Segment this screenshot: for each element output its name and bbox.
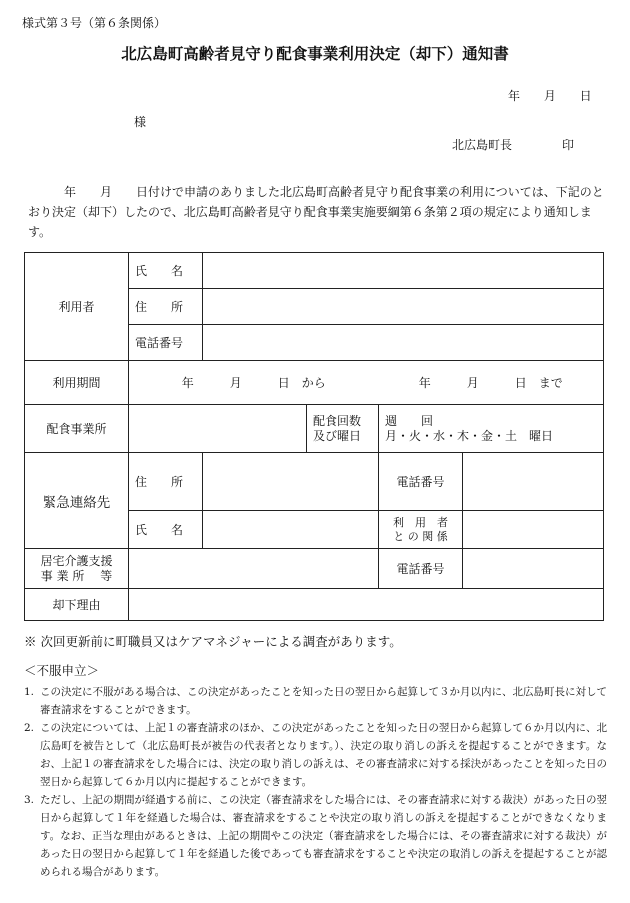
- user-address-field[interactable]: [203, 289, 604, 325]
- care-office-label: [25, 549, 129, 589]
- objection-item: [24, 719, 607, 791]
- em-name-field[interactable]: [203, 511, 379, 549]
- objection-text: ただし、上記の期間が経過する前に、この決定（審査請求をした場合には、その審査請求に対する裁決）があった日の翌日から起算して１年を経過した場合は、審査請求をすることや決定の取り消しの訴えを提起することができなくなります。なお、正当な理由があるときは、上記の期間やこの決定（審査請求をした場合には、その審査請求に対する裁決）があった日の翌日から起算して１年を経過した後であっても審査請求をすることや決定の取消しの訴えを提起することが認められる場合があります。: [40, 794, 607, 878]
- em-phone-field[interactable]: [463, 453, 604, 511]
- addressee-suffix: 様: [134, 115, 147, 129]
- mayor-title: 北広島町長: [452, 138, 513, 152]
- meal-count-label-1: 配食回数: [313, 413, 362, 428]
- form-number: 様式第３号（第６条関係）: [22, 16, 167, 30]
- survey-note: ※ 次回更新前に町職員又はケアマネジャーによる調査があります。: [24, 634, 402, 649]
- em-name-label: 氏 名: [129, 511, 203, 549]
- relation-label-1: 利 用 者: [393, 515, 448, 529]
- objection-number: 2.: [24, 722, 35, 734]
- user-header: 利用者: [25, 253, 129, 361]
- meal-count-label: [307, 405, 379, 453]
- issue-date-line: 年 月 日: [508, 89, 592, 103]
- care-phone-field[interactable]: [463, 549, 604, 589]
- objection-item: [24, 683, 607, 719]
- reject-reason-field[interactable]: [129, 589, 604, 621]
- objection-text: この決定については、上記１の審査請求のほか、この決定があったことを知った日の翌日から起算して６か月以内に、北広島町を被告として（北広島町長が被告の代表者となります。）、決定の取り消しの訴えを提起することができます。なお、上記１の審査請求をした場合には、決定の取り消しの訴えは、その審査請求に対する採決があったことを知った日の翌日から起算して６か月以内に提起することができます。: [40, 722, 607, 788]
- objection-number: 1.: [24, 686, 35, 698]
- user-name-label: 氏 名: [129, 253, 203, 289]
- objection-heading: ＜不服申立＞: [24, 663, 100, 678]
- period-from[interactable]: 年 月 日 から: [129, 361, 379, 405]
- relation-label-2: と の 関 係: [393, 529, 448, 543]
- intro-paragraph: [28, 182, 608, 242]
- relation-field[interactable]: [463, 511, 604, 549]
- weekdays-list: 月・火・水・木・金・土 曜日: [385, 428, 554, 443]
- document-title: 北広島町高齢者見守り配食事業利用決定（却下）通知書: [121, 44, 509, 63]
- em-address-label: 住 所: [129, 453, 203, 511]
- intro-text: 年 月 日付けで申請のありました北広島町高齢者見守り配食事業の利用については、下記のとおり決定（却下）したので、北広島町高齢者見守り配食事業実施要綱第６条第２項の規定により通知します。: [28, 185, 604, 239]
- objection-list: [24, 683, 607, 881]
- care-office-label-1: 居宅介護支援: [40, 553, 113, 568]
- user-phone-field[interactable]: [203, 325, 604, 361]
- meal-count-label-2: 及び曜日: [313, 428, 362, 443]
- em-address-field[interactable]: [203, 453, 379, 511]
- objection-item: [24, 791, 607, 881]
- period-label: 利用期間: [25, 361, 129, 405]
- user-phone-label: 電話番号: [129, 325, 203, 361]
- meal-schedule-field[interactable]: [379, 405, 604, 453]
- weekly-times: 週 回: [385, 413, 434, 428]
- em-phone-label: 電話番号: [379, 453, 463, 511]
- user-address-label: 住 所: [129, 289, 203, 325]
- user-name-field[interactable]: [203, 253, 604, 289]
- care-office-field[interactable]: [129, 549, 379, 589]
- reject-reason-label: 却下理由: [25, 589, 129, 621]
- objection-text: この決定に不服がある場合は、この決定があったことを知った日の翌日から起算して３か月以内に、北広島町長に対して審査請求をすることができます。: [40, 686, 607, 716]
- seal-mark: 印: [562, 138, 575, 152]
- care-office-label-2: 事 業 所 等: [40, 568, 113, 583]
- office-field[interactable]: [129, 405, 307, 453]
- objection-number: 3.: [24, 794, 35, 806]
- application-table: [24, 252, 604, 621]
- care-phone-label: 電話番号: [379, 549, 463, 589]
- relation-label: [379, 511, 463, 549]
- office-label: 配食事業所: [25, 405, 129, 453]
- period-to[interactable]: 年 月 日 まで: [379, 361, 604, 405]
- emergency-header: 緊急連絡先: [25, 453, 129, 549]
